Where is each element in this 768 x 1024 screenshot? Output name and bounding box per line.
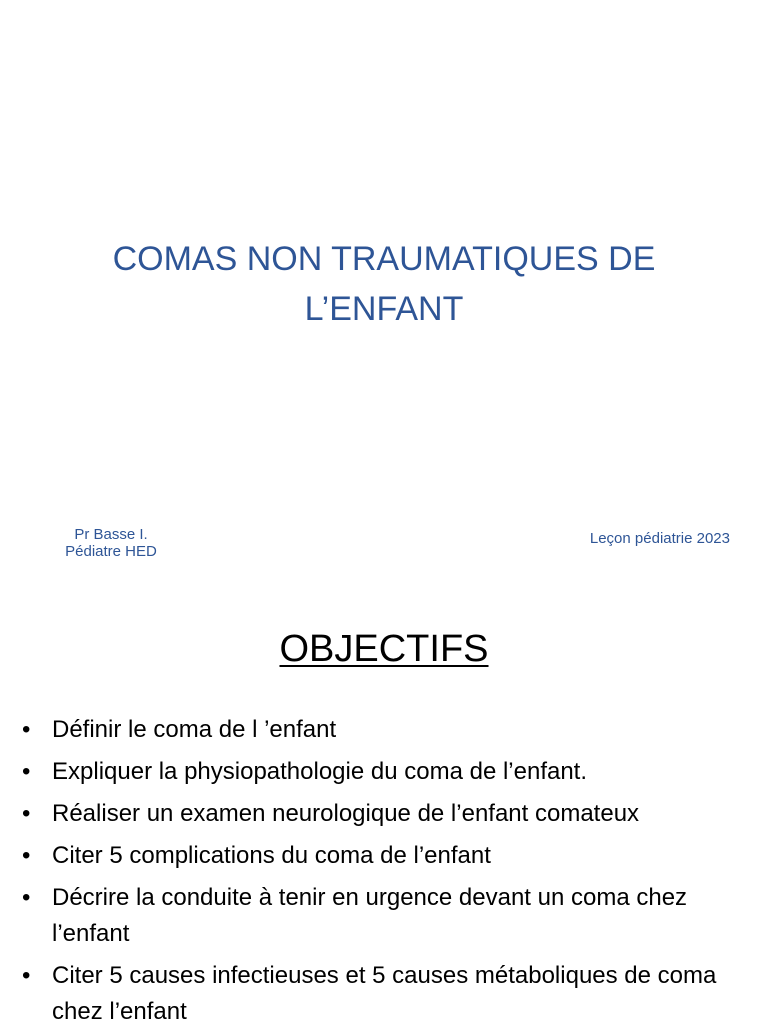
objectives-heading: OBJECTIFS [279,628,489,670]
bullet-icon: • [22,758,31,785]
author-role: Pédiatre HED [65,543,157,560]
list-item [0,796,768,832]
slide-title-line-2: L’ENFANT [304,290,464,328]
objective-text: Expliquer la physiopathologie du coma de l’enfant. [52,758,588,785]
author-block [30,526,192,560]
slide-title [60,234,708,334]
objective-text: Citer 5 complications du coma de l’enfant [52,842,491,869]
objectives-slide [0,576,768,1024]
bullet-icon: • [22,716,31,743]
objectives-list [0,712,768,1024]
objective-text: Décrire la conduite à tenir en urgence devant un coma chez l’enfant [52,884,688,947]
objective-text: Définir le coma de l ’enfant [52,716,337,743]
list-item [0,754,768,790]
objective-text: Citer 5 causes infectieuses et 5 causes métaboliques de coma chez l’enfant [52,962,717,1024]
bullet-icon: • [22,800,31,827]
list-item [0,958,768,1024]
list-item [0,712,768,748]
author-name: Pr Basse I. [74,526,148,543]
slide-title-line-1: COMAS NON TRAUMATIQUES DE [112,240,656,278]
bullet-icon: • [22,962,31,989]
objective-text: Réaliser un examen neurologique de l’enfant comateux [52,800,640,827]
list-item [0,838,768,874]
bullet-icon: • [22,884,31,911]
course-label: Leçon pédiatrie 2023 [589,530,730,547]
list-item [0,880,768,952]
bullet-icon: • [22,842,31,869]
